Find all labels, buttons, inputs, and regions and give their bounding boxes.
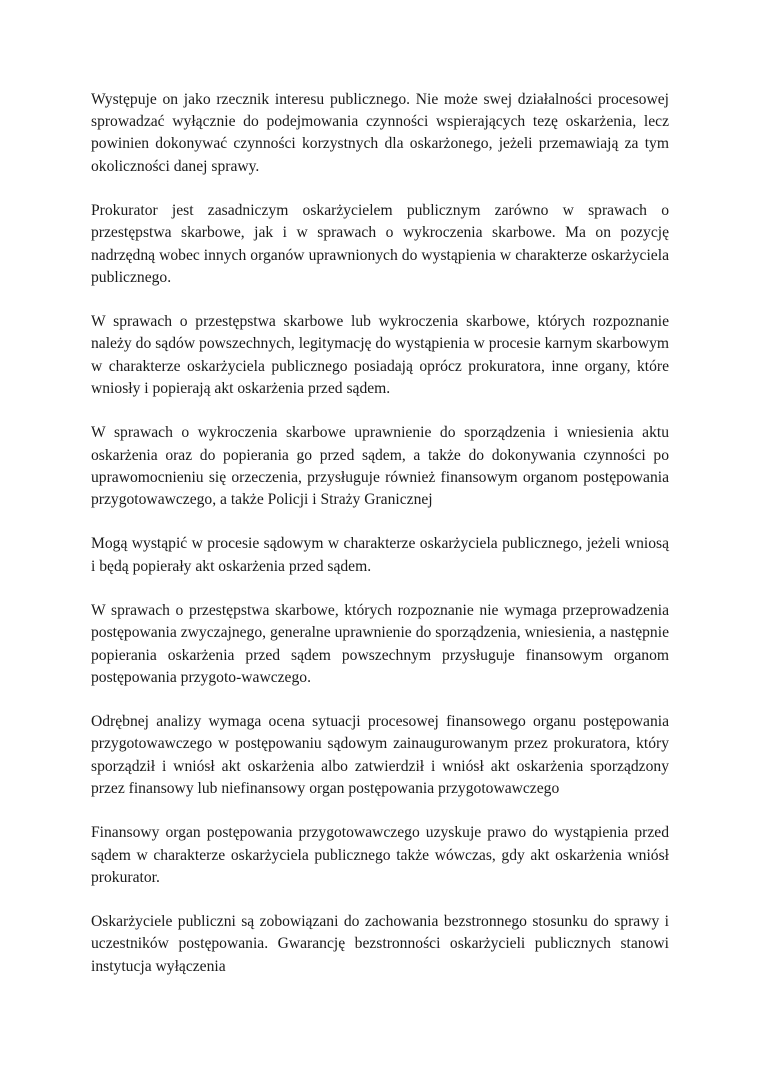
- paragraph-simplified-procedure: W sprawach o przestępstwa skarbowe, których rozpoznanie nie wymaga przeprowadzenia postępowania zwyczajnego, generalne uprawnienie do sporządzenia, wniesienia, a następnie popierania oskarżenia przed sądem powszechnym przysługuje finansowym organom postępowania przygoto-wawczego.: [91, 602, 669, 686]
- paragraph-prosecutor-primary: Prokurator jest zasadniczym oskarżycielem publicznym zarówno w sprawach o przestępstwa skarbowe, jak i w sprawach o wykroczenia skarbowe. Ma on pozycję nadrzędną wobec innych organów uprawnionych do wystąpienia w charakterze oskarżyciela publicznego.: [91, 202, 669, 286]
- paragraph-impartiality: Oskarżyciele publiczni są zobowiązani do zachowania bezstronnego stosunku do sprawy i uczestników postępowania. Gwarancję bezstronności oskarżycieli publicznych stanowi instytucja wyłączenia: [91, 913, 669, 975]
- paragraph-separate-analysis: Odrębnej analizy wymaga ocena sytuacji procesowej finansowego organu postępowania przygotowawczego w postępowaniu sądowym zainaugurowanym przez prokuratora, który sporządził i wniósł akt oskarżenia albo zatwierdził i wniósł akt oskarżenia sporządzony przez finansowy lub niefinansowy organ postępowania przygotowawczego: [91, 713, 669, 797]
- paragraph-prosecutor-role: Występuje on jako rzecznik interesu publicznego. Nie może swej działalności procesowej sprowadzać wyłącznie do podejmowania czynności wspierających tezę oskarżenia, lecz powinien dokonywać czynności korzystnych dla oskarżonego, jeżeli przemawiają za tym okoliczności danej sprawy.: [91, 91, 669, 175]
- paragraph-court-proceedings: Mogą wystąpić w procesie sądowym w charakterze oskarżyciela publicznego, jeżeli wniosą i będą popierały akt oskarżenia przed sądem.: [91, 535, 669, 575]
- paragraph-petty-offences: W sprawach o wykroczenia skarbowe uprawnienie do sporządzenia i wniesienia aktu oskarżenia oraz do popierania go przed sądem, a także do dokonywania czynności po uprawomocnieniu się orzeczenia, przysługuje również finansowym organom postępowania przygotowawczego, a także Policji i Straży Granicznej: [91, 424, 669, 508]
- paragraph-other-organs: W sprawach o przestępstwa skarbowe lub wykroczenia skarbowe, których rozpoznanie należy do sądów powszechnych, legitymację do wystąpienia w procesie karnym skarbowym w charakterze oskarżyciela publicznego posiadają oprócz prokuratora, inne organy, które wniosły i popierają akt oskarżenia przed sądem.: [91, 313, 669, 397]
- document-body: [91, 89, 669, 1000]
- paragraph-financial-organ-right: Finansowy organ postępowania przygotowawczego uzyskuje prawo do wystąpienia przed sądem w charakterze oskarżyciela publicznego także wówczas, gdy akt oskarżenia wniósł prokurator.: [91, 824, 669, 886]
